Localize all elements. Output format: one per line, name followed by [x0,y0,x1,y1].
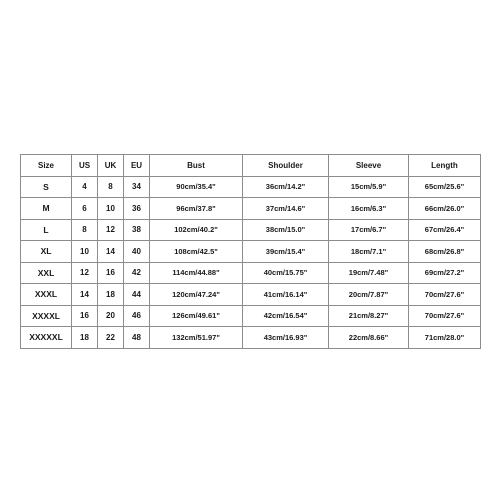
size-cell: S [21,176,72,198]
eu-cell: 36 [124,198,150,220]
sleeve-cell: 20cm/7.87" [329,284,409,306]
shoulder-cell: 43cm/16.93" [243,327,329,349]
us-cell: 16 [72,305,98,327]
length-cell: 66cm/26.0" [409,198,481,220]
uk-cell: 18 [98,284,124,306]
header-length: Length [409,155,481,177]
header-eu: EU [124,155,150,177]
length-cell: 70cm/27.6" [409,284,481,306]
table-row [21,219,481,241]
uk-cell: 8 [98,176,124,198]
header-bust: Bust [150,155,243,177]
us-cell: 12 [72,262,98,284]
uk-cell: 22 [98,327,124,349]
header-uk: UK [98,155,124,177]
size-chart-table [20,154,481,349]
table-row [21,262,481,284]
uk-cell: 10 [98,198,124,220]
shoulder-cell: 40cm/15.75" [243,262,329,284]
sleeve-cell: 22cm/8.66" [329,327,409,349]
table-row [21,241,481,263]
eu-cell: 48 [124,327,150,349]
sleeve-cell: 15cm/5.9" [329,176,409,198]
table-row [21,198,481,220]
us-cell: 6 [72,198,98,220]
length-cell: 70cm/27.6" [409,305,481,327]
sleeve-cell: 21cm/8.27" [329,305,409,327]
shoulder-cell: 36cm/14.2" [243,176,329,198]
uk-cell: 16 [98,262,124,284]
sleeve-cell: 17cm/6.7" [329,219,409,241]
size-cell: XXXXL [21,305,72,327]
table-row [21,327,481,349]
bust-cell: 102cm/40.2" [150,219,243,241]
eu-cell: 40 [124,241,150,263]
table-row [21,176,481,198]
shoulder-cell: 41cm/16.14" [243,284,329,306]
header-shoulder: Shoulder [243,155,329,177]
size-cell: L [21,219,72,241]
header-us: US [72,155,98,177]
header-sleeve: Sleeve [329,155,409,177]
bust-cell: 120cm/47.24" [150,284,243,306]
size-cell: XXL [21,262,72,284]
shoulder-cell: 37cm/14.6" [243,198,329,220]
uk-cell: 14 [98,241,124,263]
eu-cell: 44 [124,284,150,306]
sleeve-cell: 19cm/7.48" [329,262,409,284]
table-row [21,305,481,327]
bust-cell: 132cm/51.97" [150,327,243,349]
us-cell: 10 [72,241,98,263]
size-cell: XL [21,241,72,263]
length-cell: 65cm/25.6" [409,176,481,198]
uk-cell: 12 [98,219,124,241]
length-cell: 71cm/28.0" [409,327,481,349]
eu-cell: 42 [124,262,150,284]
us-cell: 4 [72,176,98,198]
length-cell: 67cm/26.4" [409,219,481,241]
bust-cell: 96cm/37.8" [150,198,243,220]
size-cell: XXXL [21,284,72,306]
sleeve-cell: 16cm/6.3" [329,198,409,220]
eu-cell: 38 [124,219,150,241]
length-cell: 68cm/26.8" [409,241,481,263]
shoulder-cell: 39cm/15.4" [243,241,329,263]
shoulder-cell: 38cm/15.0" [243,219,329,241]
header-row [21,155,481,177]
bust-cell: 126cm/49.61" [150,305,243,327]
length-cell: 69cm/27.2" [409,262,481,284]
eu-cell: 46 [124,305,150,327]
size-cell: M [21,198,72,220]
sleeve-cell: 18cm/7.1" [329,241,409,263]
bust-cell: 90cm/35.4" [150,176,243,198]
bust-cell: 108cm/42.5" [150,241,243,263]
table-row [21,284,481,306]
us-cell: 8 [72,219,98,241]
eu-cell: 34 [124,176,150,198]
shoulder-cell: 42cm/16.54" [243,305,329,327]
uk-cell: 20 [98,305,124,327]
bust-cell: 114cm/44.88" [150,262,243,284]
size-cell: XXXXXL [21,327,72,349]
us-cell: 14 [72,284,98,306]
us-cell: 18 [72,327,98,349]
header-size: Size [21,155,72,177]
